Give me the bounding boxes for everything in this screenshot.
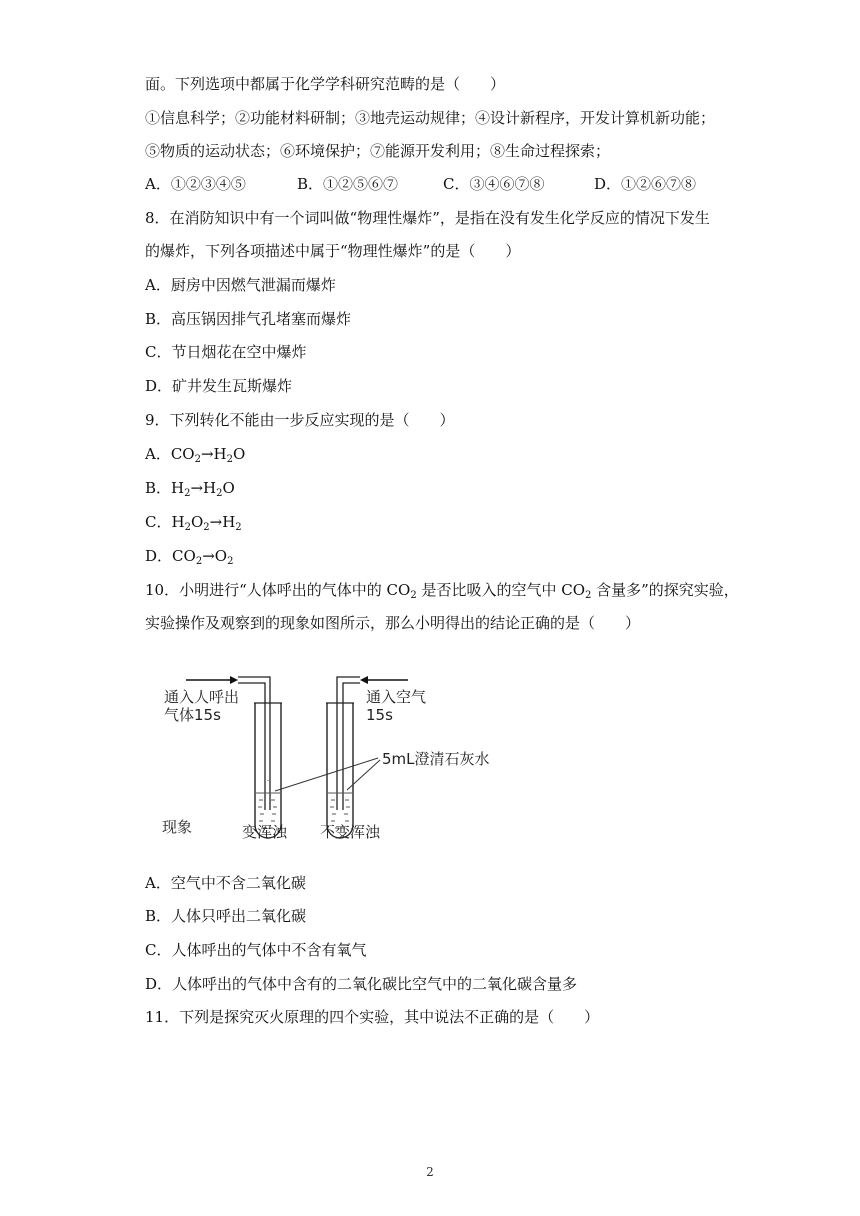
q10-option-b: B．人体只呼出二氧化碳	[145, 907, 307, 925]
q7-option-c: C．③④⑥⑦⑧	[443, 175, 545, 193]
left-gas-label-line2: 气体15s	[164, 706, 221, 724]
q8-stem-line1: 8．在消防知识中有一个词叫做“物理性爆炸”，是指在没有发生化学反应的情况下发生	[145, 209, 710, 227]
q9-stem: 9．下列转化不能由一步反应实现的是（ ）	[145, 411, 455, 429]
right-delivery-pipe	[337, 677, 360, 810]
q10-option-c: C．人体呼出的气体中不含有氧气	[145, 941, 367, 959]
q8-option-d: D．矿井发生瓦斯爆炸	[145, 377, 293, 395]
q11-stem: 11．下列是探究灭火原理的四个实验，其中说法不正确的是（ ）	[145, 1008, 600, 1026]
q8-option-c: C．节日烟花在空中爆炸	[145, 343, 307, 361]
left-gas-label-line1: 通入人呼出	[164, 688, 240, 706]
right-inflow-arrow	[360, 676, 408, 684]
right-gas-label-line1: 通入空气	[366, 688, 427, 706]
q8-option-b: B．高压锅因排气孔堵塞而爆炸	[145, 310, 352, 328]
page-number: 2	[426, 1165, 434, 1179]
q7-option-a: A．①②③④⑤	[145, 175, 246, 193]
q10-option-a: A．空气中不含二氧化碳	[145, 874, 306, 892]
solution-label: 5mL澄清石灰水	[382, 750, 490, 768]
q9-option-c: C．$H_2O_2\to H_2$	[145, 513, 242, 533]
q8-option-a: A．厨房中因燃气泄漏而爆炸	[145, 276, 336, 294]
q10-stem-line1: 10．小明进行“人体呼出的气体中的 $CO_2$ 是否比吸入的空气中 $CO_2$ 含量多”的探究实验，	[145, 581, 739, 601]
q9-option-b: B．$H_2\to H_2O$	[145, 479, 235, 499]
q7-items-line2: ⑤物质的运动状态；⑥环境保护；⑦能源开发利用；⑧生命过程探索；	[145, 142, 611, 160]
test-tube-diagram	[150, 660, 510, 850]
q7-option-b: B．①②⑤⑥⑦	[297, 175, 399, 193]
q7-option-d: D．①②⑥⑦⑧	[594, 175, 697, 193]
left-delivery-pipe	[238, 677, 270, 810]
right-gas-label-line2: 15s	[366, 706, 393, 724]
left-result-label: 变浑浊	[242, 823, 288, 841]
q9-option-a: A．$CO_2\to H_2O$	[145, 445, 246, 465]
left-test-tube	[254, 703, 282, 838]
q10-experiment-figure	[150, 660, 510, 850]
q10-option-d: D．人体呼出的气体中含有的二氧化碳比空气中的二氧化碳含量多	[145, 975, 578, 993]
q9-option-d: D．$CO_2\to O_2$	[145, 547, 234, 567]
phenomenon-label: 现象	[162, 818, 193, 836]
q10-stem-line2: 实验操作及观察到的现象如图所示，那么小明得出的结论正确的是（ ）	[145, 614, 641, 632]
left-inflow-arrow	[186, 676, 238, 684]
q7-stem-tail: 面。下列选项中都属于化学学科研究范畴的是（ ）	[145, 75, 506, 93]
right-result-label: 不变浑浊	[320, 823, 381, 841]
q7-items-line1: ①信息科学；②功能材料研制；③地壳运动规律；④设计新程序，开发计算机新功能；	[145, 109, 716, 127]
q8-stem-line2: 的爆炸，下列各项描述中属于“物理性爆炸”的是（ ）	[145, 242, 521, 260]
